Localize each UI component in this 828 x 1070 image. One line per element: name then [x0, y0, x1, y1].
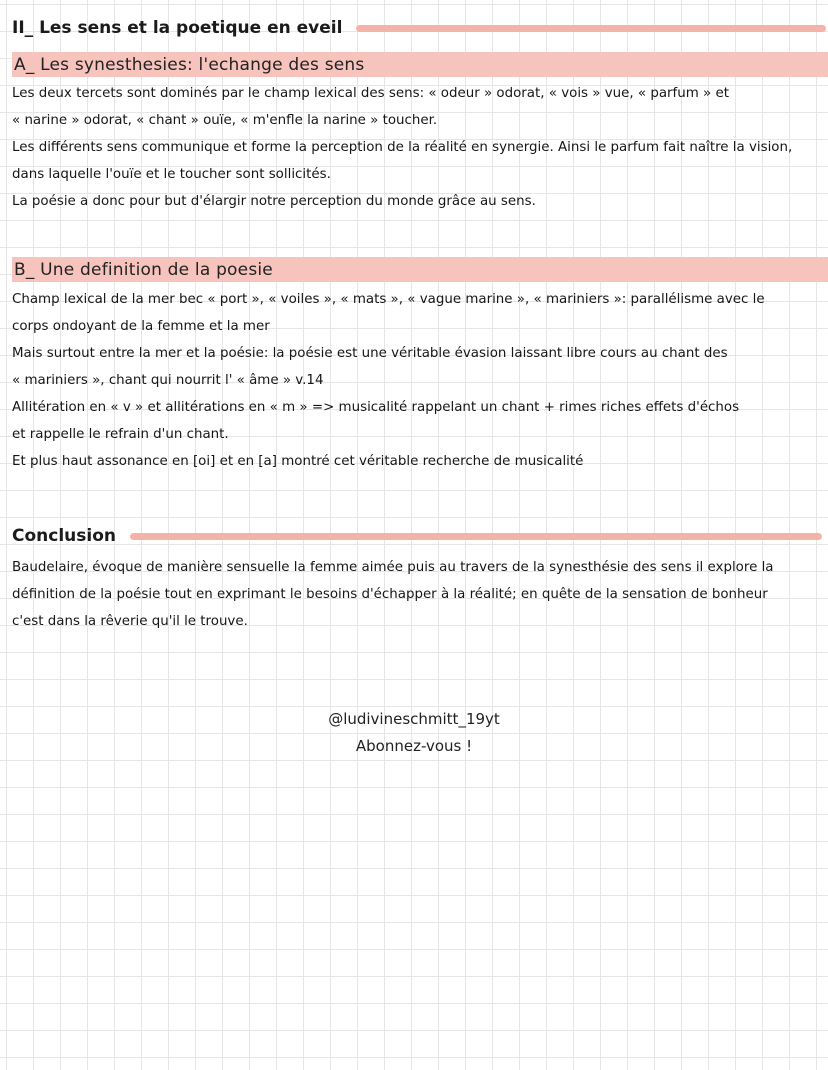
text-line: dans laquelle l'ouïe et le toucher sont sollicités.: [12, 167, 331, 182]
text-line: c'est dans la rêverie qu'il le trouve.: [12, 614, 248, 629]
conclusion-body: [12, 554, 824, 635]
conclusion-heading: [12, 526, 822, 546]
text-line: corps ondoyant de la femme et la mer: [12, 319, 270, 334]
subsection-a-title: A_ Les synesthesies: l'echange des sens: [14, 54, 365, 75]
text-line: définition de la poésie tout en exprimant le besoins d'échapper à la réalité; en quête de la sensation de bonheur: [12, 587, 768, 602]
author-handle: @ludivineschmitt_19yt: [328, 710, 500, 728]
text-line: « mariniers », chant qui nourrit l' « âme » v.14: [12, 373, 324, 388]
signature: [0, 706, 828, 760]
text-line: Les deux tercets sont dominés par le champ lexical des sens: « odeur » odorat, « vois » vue, « parfum » et: [12, 86, 729, 101]
conclusion-heading-rule: [130, 533, 822, 540]
subscribe-call: Abonnez-vous !: [355, 737, 473, 755]
text-line: Champ lexical de la mer bec « port », « voiles », « mats », « vague marine », « mariniers »: parallélisme avec le: [12, 292, 765, 307]
text-line: Les différents sens communique et forme la perception de la réalité en synergie. Ainsi le parfum fait naître la vision,: [12, 140, 793, 155]
conclusion-title: Conclusion: [12, 526, 116, 546]
text-line: Et plus haut assonance en [oi] et en [a] montré cet véritable recherche de musicalité: [12, 454, 584, 469]
text-line: La poésie a donc pour but d'élargir notre perception du monde grâce au sens.: [12, 194, 536, 209]
text-line: et rappelle le refrain d'un chant.: [12, 427, 229, 442]
section-heading: [12, 18, 826, 38]
section-heading-rule: [356, 25, 826, 32]
subsection-b-body: [12, 286, 824, 475]
section-title: II_ Les sens et la poetique en eveil: [12, 18, 343, 38]
subsection-a-heading: [12, 52, 828, 77]
text-line: « narine » odorat, « chant » ouïe, « m'enfle la narine » toucher.: [12, 113, 438, 128]
text-line: Baudelaire, évoque de manière sensuelle la femme aimée puis au travers de la synesthésie des sens il explore la: [12, 560, 774, 575]
subsection-b-title: B_ Une definition de la poesie: [14, 259, 273, 280]
subsection-a-body: [12, 80, 824, 215]
text-line: Mais surtout entre la mer et la poésie: la poésie est une véritable évasion laissant libre cours au chant des: [12, 346, 728, 361]
text-line: Allitération en « v » et allitérations en « m » => musicalité rappelant un chant + rimes riches effets d'échos: [12, 400, 740, 415]
subsection-b-heading: [12, 257, 828, 282]
